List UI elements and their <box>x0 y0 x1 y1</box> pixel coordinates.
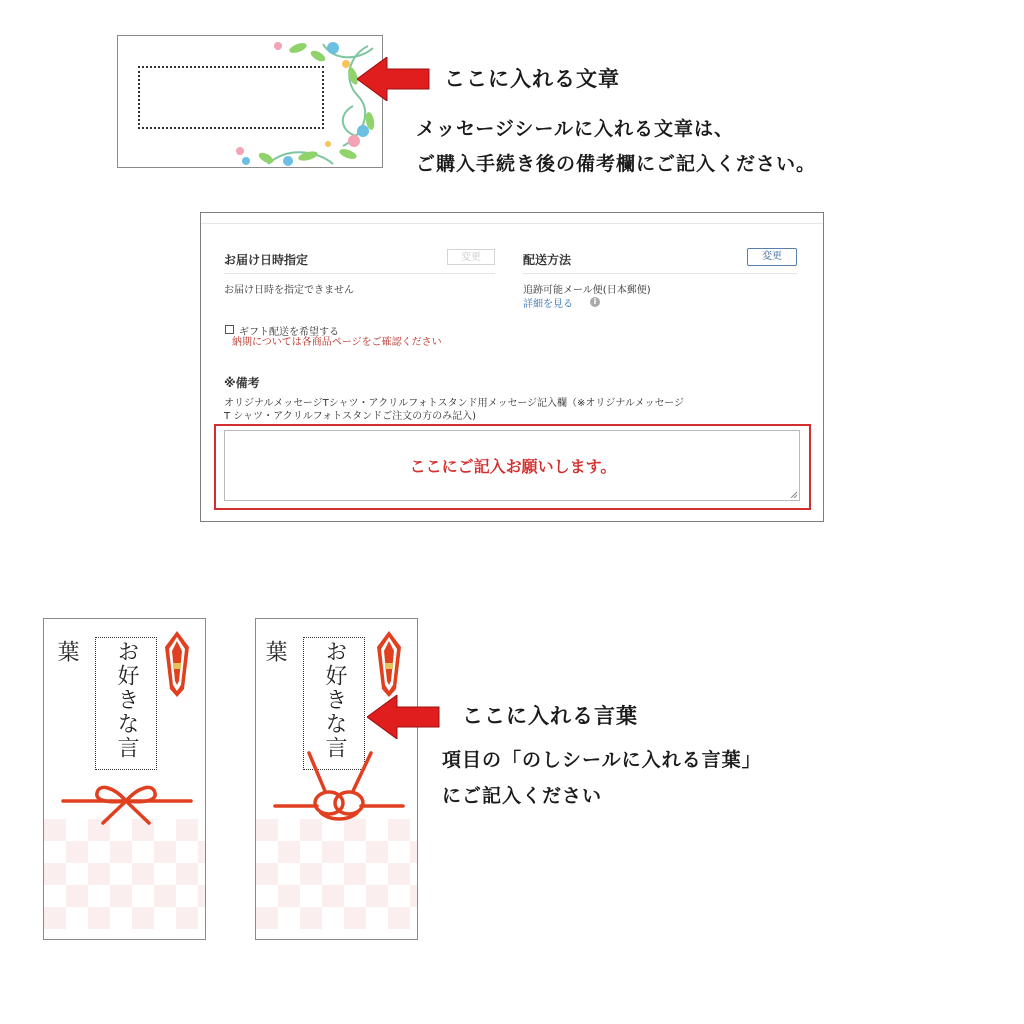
noshi-callout-body-line2: にご記入ください <box>442 785 603 807</box>
gift-checkbox-label[interactable]: ギフト配送を希望する <box>239 327 339 338</box>
message-callout-title: ここに入れる文章 <box>444 67 620 91</box>
remarks-description-line1: オリジナルメッセージTシャツ・アクリルフォトスタンド用メッセージ記入欄（※オリジナルメッセージ <box>224 398 684 409</box>
gift-checkbox[interactable] <box>225 325 234 334</box>
delivery-date-change-button[interactable]: 変更 <box>447 249 495 265</box>
noshi-seal-bow <box>43 618 206 940</box>
shipping-change-button[interactable]: 変更 <box>747 248 797 266</box>
shipping-title: 配送方法 <box>523 253 572 267</box>
message-seal-card <box>117 35 383 168</box>
info-icon[interactable]: i <box>590 297 600 307</box>
shipping-method: 追跡可能メール便(日本郵便) <box>523 285 651 296</box>
remarks-description-line2: T シャツ・アクリルフォトスタンドご注文の方のみ記入) <box>224 411 477 422</box>
form-top-border <box>201 213 823 224</box>
message-callout-body-line1: メッセージシールに入れる文章は、 <box>416 118 735 140</box>
remarks-placeholder: ここにご記入お願いします。 <box>409 457 617 476</box>
message-text-area <box>138 66 324 129</box>
noshi-ornament-icon <box>374 629 404 699</box>
noshi-ornament-icon <box>162 629 192 699</box>
noshi-callout-body-line1: 項目の「のしシールに入れる言葉」 <box>442 749 762 771</box>
divider <box>523 273 797 274</box>
checkout-form-screenshot <box>200 212 824 522</box>
noshi-callout-title: ここに入れる言葉 <box>462 704 638 728</box>
noshi-seal-awaji <box>255 618 418 940</box>
resize-grip-icon[interactable] <box>790 491 797 498</box>
shipping-details-link[interactable]: 詳細を見る <box>523 299 573 310</box>
noshi-sample-text: お好きな言葉 <box>262 640 347 760</box>
remarks-title: ※備考 <box>224 376 260 390</box>
awaji-knot-icon <box>271 751 406 826</box>
arrow-left-icon <box>357 57 431 101</box>
delivery-date-note: お届け日時を指定できません <box>224 285 354 296</box>
noshi-text-area <box>54 637 157 770</box>
noshi-sample-text: お好きな言葉 <box>54 640 139 760</box>
delivery-date-title: お届け日時指定 <box>224 253 309 267</box>
gift-delivery-note: 納期については各商品ページをご確認ください <box>232 337 442 348</box>
bow-knot-icon <box>59 779 194 829</box>
divider <box>224 273 495 274</box>
checker-background <box>256 819 417 940</box>
arrow-left-icon <box>367 695 441 739</box>
message-callout-body-line2: ご購入手続き後の備考欄にご記入ください。 <box>416 153 817 175</box>
remarks-textarea[interactable] <box>224 430 800 501</box>
checker-background <box>44 819 205 940</box>
